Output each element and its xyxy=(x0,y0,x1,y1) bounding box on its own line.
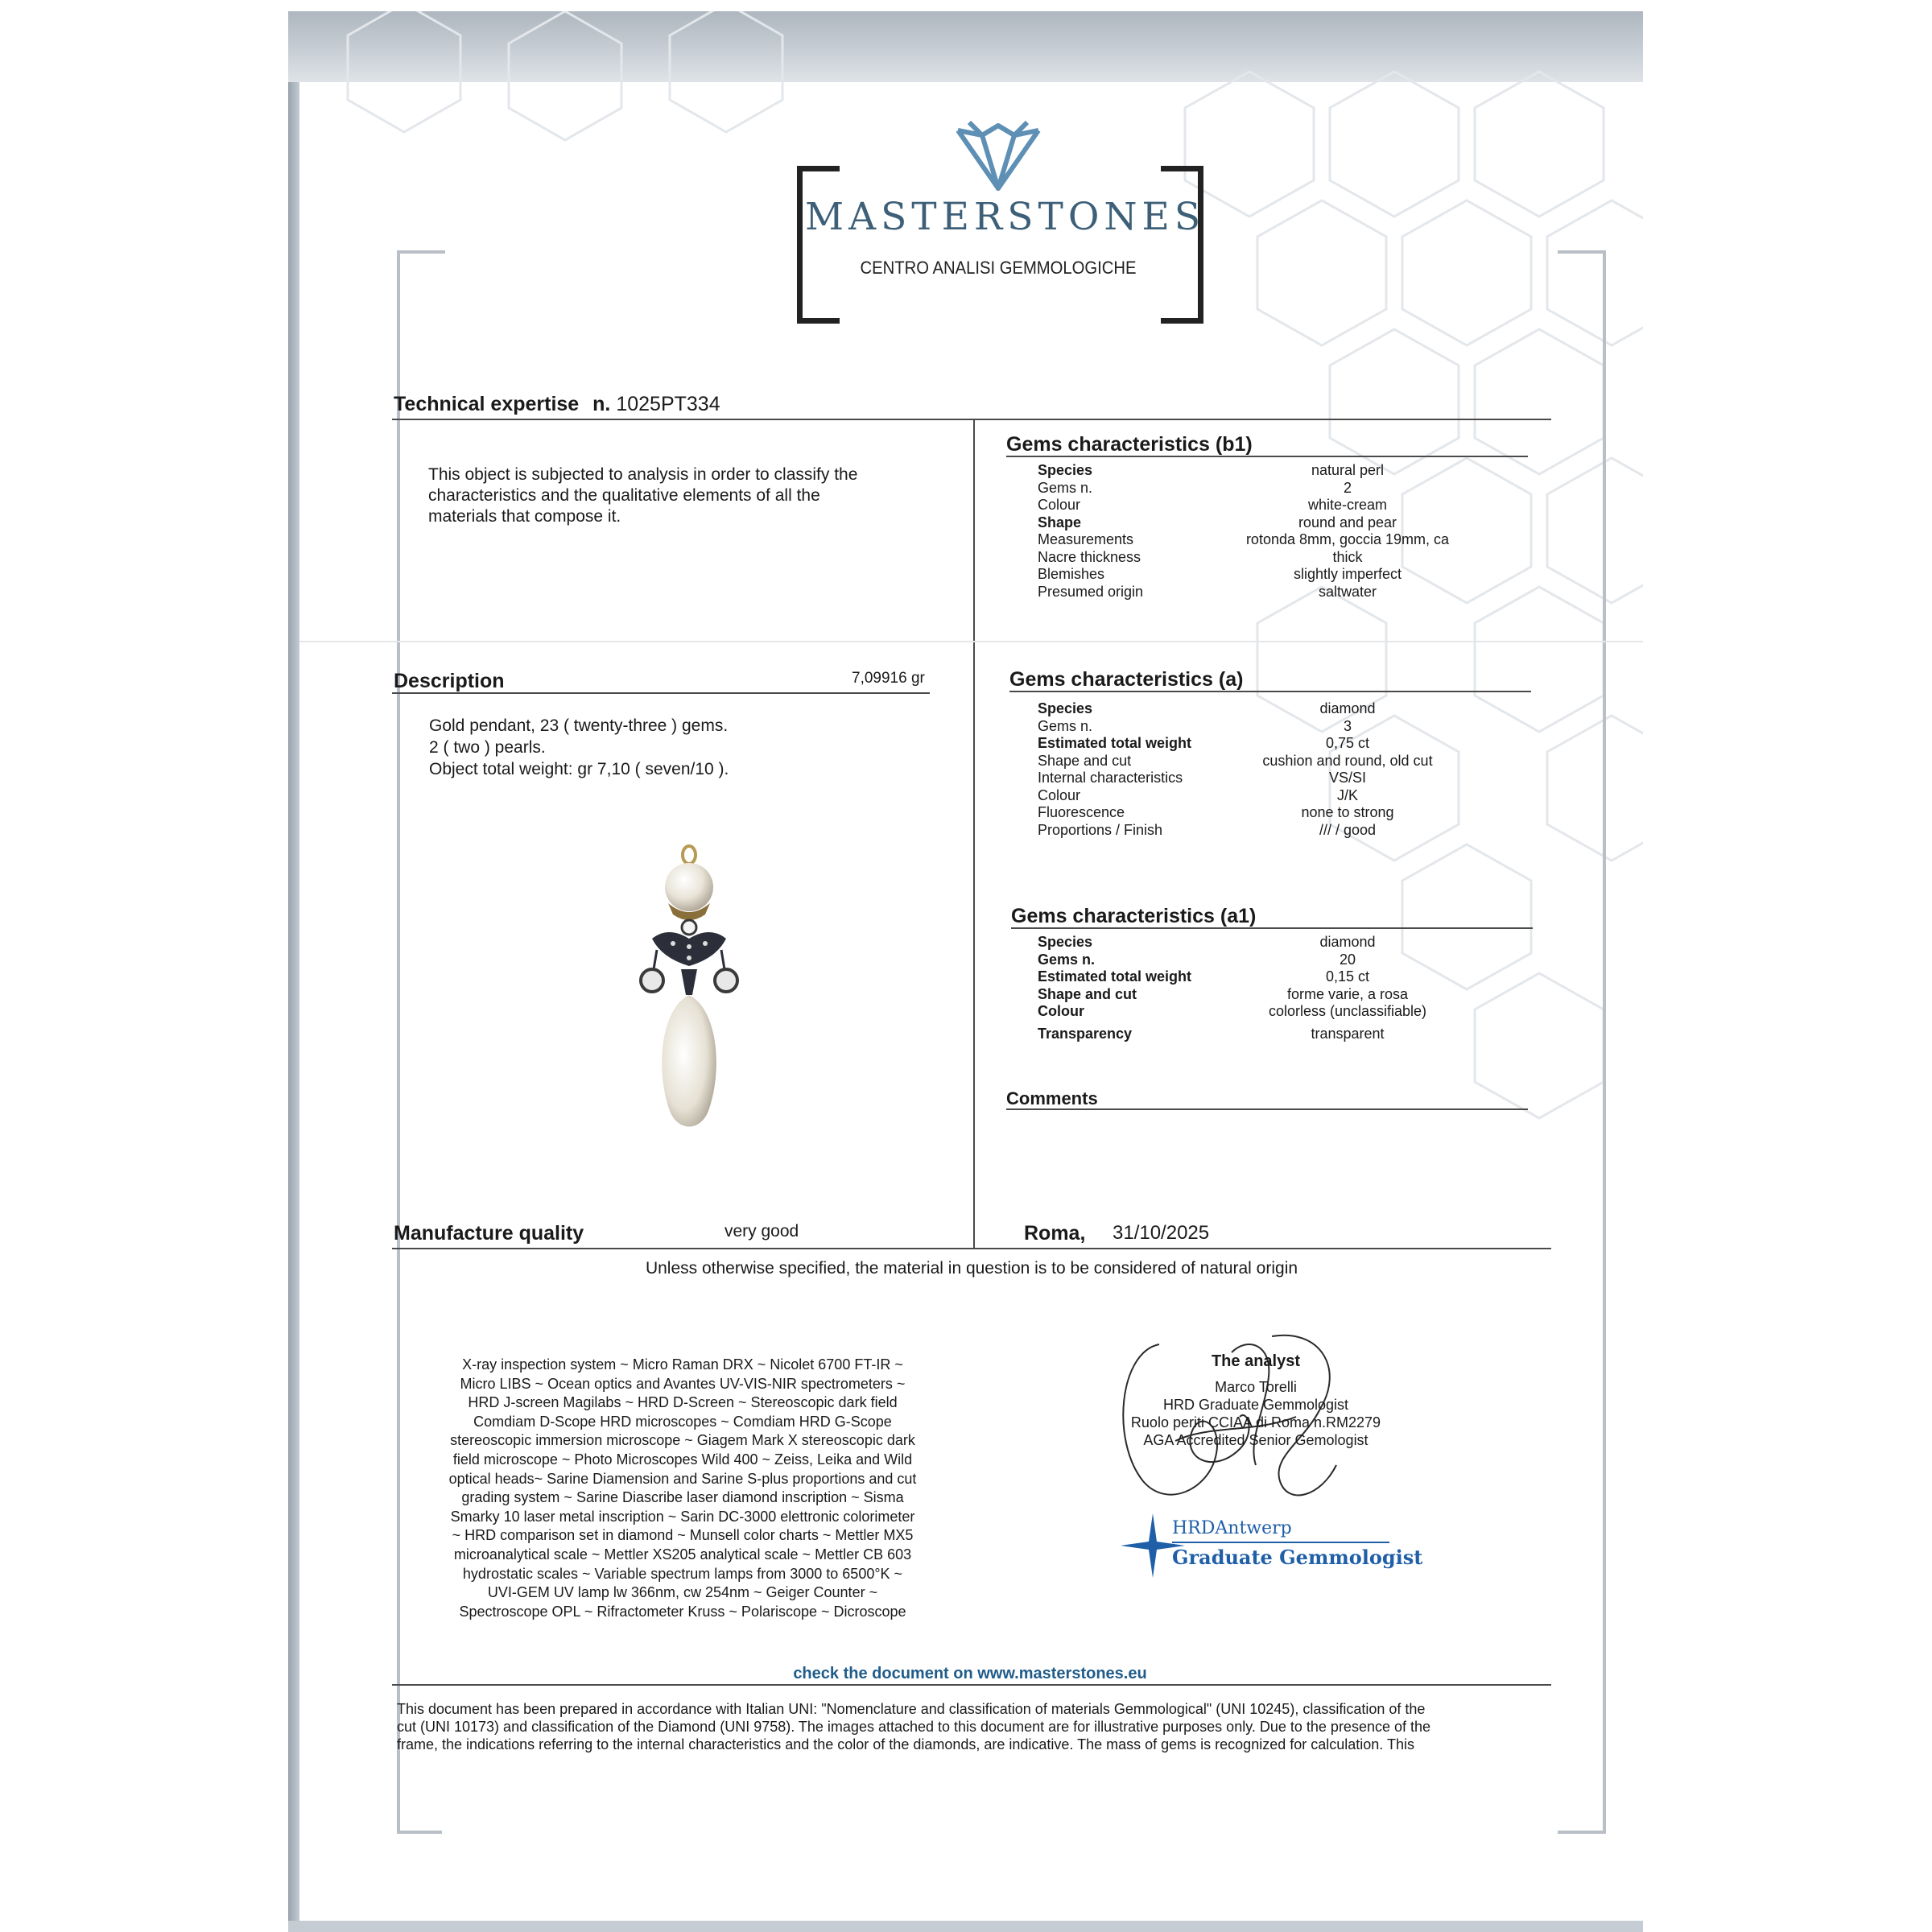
gems-b1-table xyxy=(1038,462,1537,607)
comments-title: Comments xyxy=(1006,1088,1098,1108)
gem-row-value: white-cream xyxy=(1307,497,1388,513)
description-weight: 7,09916 gr xyxy=(852,670,925,687)
check-document-link[interactable]: check the document on www.masterstones.eu xyxy=(793,1665,1147,1682)
gem-row-value: saltwater xyxy=(1318,583,1377,600)
center-divider xyxy=(973,420,975,1248)
analyst-title: The analyst xyxy=(1211,1352,1301,1370)
manufacture-quality-value: very good xyxy=(724,1222,799,1241)
comments-rule xyxy=(1006,1108,1528,1110)
logo-bracket-right xyxy=(1161,166,1203,324)
expertise-header xyxy=(394,393,720,416)
gem-row-label: Internal characteristics xyxy=(1038,770,1183,786)
intro-line-3: materials that compose it. xyxy=(428,507,621,526)
equipment-line: optical heads~ Sarine Diamension and Sarine S-plus proportions and cut xyxy=(448,1470,917,1487)
analyst-credential-1: HRD Graduate Gemmologist xyxy=(1162,1397,1349,1413)
equipment-line: Comdiam D-Scope HRD microscopes ~ Comdiam HRD G-Scope xyxy=(473,1413,892,1430)
frame-corner-top-right xyxy=(1558,250,1606,1831)
intro-text xyxy=(428,464,857,527)
header-rule xyxy=(392,419,1551,420)
description-rule xyxy=(392,692,930,694)
gem-row-label: Species xyxy=(1038,462,1093,478)
gem-row-label: Gems n. xyxy=(1038,479,1093,496)
hrd-title: Graduate Gemmologist xyxy=(1172,1546,1423,1569)
equipment-line: UVI-GEM UV lamp lw 366nm, cw 254nm ~ Geiger Counter ~ xyxy=(487,1584,878,1601)
equipment-line: X-ray inspection system ~ Micro Raman DRX ~ Nicolet 6700 FT-IR ~ xyxy=(462,1356,903,1373)
gem-row-label: Fluorescence xyxy=(1038,804,1125,820)
gem-row-value: diamond xyxy=(1319,700,1376,716)
gem-row-label: Measurements xyxy=(1038,531,1134,547)
gem-row-label: Colour xyxy=(1038,497,1081,513)
equipment-line: Micro LIBS ~ Ocean optics and Avantes UV-VIS-NIR spectrometers ~ xyxy=(460,1375,906,1392)
gem-row-value: slightly imperfect xyxy=(1293,566,1402,582)
intro-line-2: characteristics and the qualitative elements of all the xyxy=(428,486,820,505)
gem-row-value: diamond xyxy=(1319,934,1376,950)
equipment-line: stereoscopic immersion microscope ~ Giagem Mark X stereoscopic dark xyxy=(450,1432,915,1449)
gems-b1-title: Gems characteristics (b1) xyxy=(1006,433,1253,456)
masterstones-logo-mark xyxy=(950,119,1046,193)
description-text xyxy=(429,715,729,780)
gem-row-value: 0,15 ct xyxy=(1325,968,1370,985)
gems-a1-rule xyxy=(1011,927,1533,929)
gem-row-value: natural perl xyxy=(1311,462,1385,478)
logo-bracket-left xyxy=(797,166,840,324)
pendant-photo xyxy=(628,837,749,1159)
gem-row-value: thick xyxy=(1332,548,1363,565)
gem-row-label: Colour xyxy=(1038,786,1081,803)
gem-row-value: transparent xyxy=(1311,1025,1385,1042)
frame-corner-bottom-left xyxy=(397,1827,442,1834)
gem-row-label: Species xyxy=(1038,934,1093,950)
date: 31/10/2025 xyxy=(1113,1222,1210,1244)
gem-row-value: forme varie, a rosa xyxy=(1286,985,1409,1002)
description-line-1: Gold pendant, 23 ( twenty-three ) gems. xyxy=(429,716,729,735)
analyst-credential-3: AGA Accredited Senior Gemologist xyxy=(1143,1432,1368,1448)
gem-row-value: none to strong xyxy=(1301,804,1394,820)
fold-line xyxy=(299,641,1643,642)
gem-row-label: Presumed origin xyxy=(1038,583,1144,600)
equipment-line: field microscope ~ Photo Microscopes Wild 400 ~ Zeiss, Leika and Wild xyxy=(452,1451,913,1468)
equipment-list xyxy=(409,1356,956,1621)
analyst-credential-2: Ruolo periti CCIAA di Roma n.RM2279 xyxy=(1130,1414,1381,1430)
description-title: Description xyxy=(394,670,505,692)
gem-row-value: 3 xyxy=(1343,717,1352,734)
equipment-line: HRD J-screen Magilabs ~ HRD D-Screen ~ Stereoscopic dark field xyxy=(468,1394,898,1411)
gem-row-label: Colour xyxy=(1038,1003,1084,1019)
gem-row-value: /// / good xyxy=(1319,821,1377,838)
gems-a1-table xyxy=(1038,934,1537,1063)
gems-a-rule xyxy=(1009,691,1531,692)
gem-row-label: Nacre thickness xyxy=(1038,548,1141,565)
gem-row-label: Shape and cut xyxy=(1038,752,1132,769)
description-line-2: 2 ( two ) pearls. xyxy=(429,738,546,757)
gem-row-label: Blemishes xyxy=(1038,566,1105,582)
gem-row-label: Gems n. xyxy=(1038,951,1096,968)
gem-row-value: colorless (unclassifiable) xyxy=(1268,1003,1427,1019)
natural-origin-note: Unless otherwise specified, the material in question is to be considered of natural origin xyxy=(645,1259,1298,1278)
manufacture-quality-label: Manufacture quality xyxy=(394,1222,584,1245)
footer-rule xyxy=(392,1684,1551,1686)
gem-row-label: Shape xyxy=(1038,514,1082,530)
expertise-number-prefix: n. xyxy=(592,393,611,415)
brand-name: MASTERSTONES xyxy=(805,195,1206,239)
gem-row-label: Proportions / Finish xyxy=(1038,821,1163,838)
place: Roma, xyxy=(1024,1222,1086,1245)
equipment-line: Spectroscope OPL ~ Rifractometer Kruss ~ Polariscope ~ Dicroscope xyxy=(459,1603,906,1620)
gem-row-label: Species xyxy=(1038,700,1093,716)
footer-line: frame, the indications referring to the internal characteristics and the color of the diamonds, are indicative. The mass of gems is recognized for calculation. This xyxy=(397,1736,1414,1752)
footer-line: cut (UNI 10173) and classification of the Diamond (UNI 9758). The images attached to this document are for illustrative purposes only. Due to the presence of the xyxy=(397,1719,1431,1735)
expertise-label: Technical expertise xyxy=(394,393,580,415)
analyst-name: Marco Torelli xyxy=(1215,1379,1297,1395)
equipment-line: microanalytical scale ~ Mettler XS205 analytical scale ~ Mettler CB 603 xyxy=(453,1546,912,1563)
expertise-number: 1025PT334 xyxy=(616,393,720,415)
gems-b1-rule xyxy=(1006,456,1528,457)
brand-subtitle: CENTRO ANALISI GEMMOLOGICHE xyxy=(860,258,1137,278)
gem-row-value: 0,75 ct xyxy=(1325,735,1370,751)
gems-a1-title: Gems characteristics (a1) xyxy=(1011,905,1257,927)
equipment-line: Smarky 10 laser metal inscription ~ Sarin DC-3000 elettronic colorimeter xyxy=(450,1508,915,1525)
gem-row-value: round and pear xyxy=(1298,514,1397,530)
gem-row-value: rotonda 8mm, goccia 19mm, ca xyxy=(1245,531,1450,547)
quality-rule xyxy=(392,1248,1551,1249)
frame-corner-bottom-right xyxy=(1558,1827,1606,1834)
gem-row-label: Estimated total weight xyxy=(1038,735,1192,751)
gem-row-label: Gems n. xyxy=(1038,717,1093,734)
gem-row-value: 2 xyxy=(1343,479,1352,496)
description-line-3: Object total weight: gr 7,10 ( seven/10 ). xyxy=(429,760,729,778)
gems-a-table xyxy=(1038,700,1537,845)
hrd-name: HRDAntwerp xyxy=(1172,1518,1292,1538)
gem-row-label: Shape and cut xyxy=(1038,985,1137,1002)
legal-footer xyxy=(397,1700,1556,1753)
equipment-line: hydrostatic scales ~ Variable spectrum lamps from 3000 to 6500°K ~ xyxy=(462,1565,903,1582)
gems-a-title: Gems characteristics (a) xyxy=(1009,668,1244,691)
footer-line: This document has been prepared in accordance with Italian UNI: "Nomenclature and classification of materials Gemmological" (UNI 10245), classification of the xyxy=(397,1701,1426,1717)
gem-row-value: VS/SI xyxy=(1328,770,1367,786)
gem-row-value: cushion and round, old cut xyxy=(1262,752,1433,769)
equipment-line: ~ HRD comparison set in diamond ~ Munsell color charts ~ Mettler MX5 xyxy=(452,1527,914,1544)
gem-row-label: Estimated total weight xyxy=(1038,968,1192,985)
scan-left-border xyxy=(288,82,299,1932)
hrd-rule xyxy=(1172,1542,1389,1543)
gem-row-value: J/K xyxy=(1336,786,1358,803)
gem-row-label: Transparency xyxy=(1038,1025,1133,1042)
scan-bottom-border xyxy=(288,1921,1643,1932)
intro-line-1: This object is subjected to analysis in order to classify the xyxy=(428,465,858,484)
gem-row-value: 20 xyxy=(1339,951,1356,968)
equipment-line: grading system ~ Sarine Diascribe laser diamond inscription ~ Sisma xyxy=(461,1489,904,1506)
